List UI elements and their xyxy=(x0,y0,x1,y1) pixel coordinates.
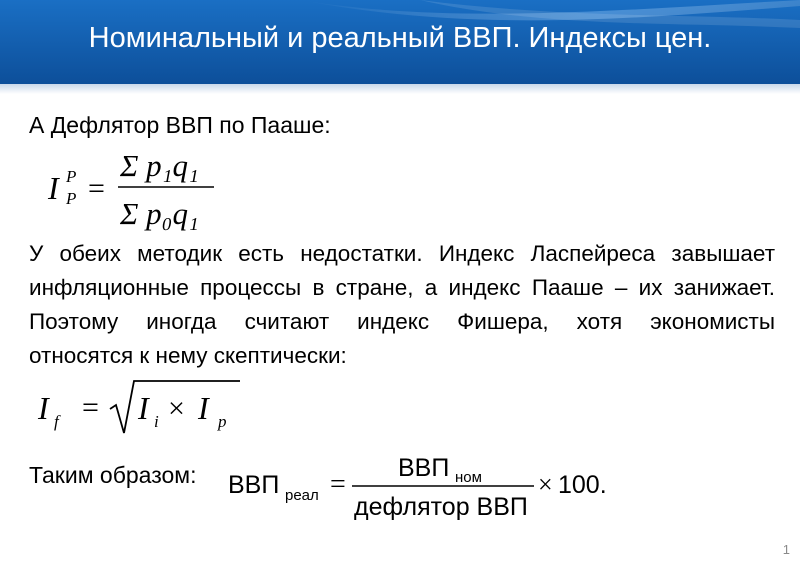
explanation-paragraph xyxy=(29,237,775,373)
fisher-radicand-b-sub: p xyxy=(218,412,227,431)
paasche-lhs-symbol: I xyxy=(48,170,59,206)
paasche-equals: = xyxy=(88,172,105,205)
paasche-lhs-superscript: P xyxy=(66,167,77,186)
page-title: Номинальный и реальный ВВП. Индексы цен. xyxy=(88,22,712,54)
gdp-numerator: ВВП xyxy=(398,454,450,482)
title-bar-shadow xyxy=(0,84,800,94)
gdp-equals: = xyxy=(330,469,346,500)
paasche-lhs-subscript: P xyxy=(66,189,77,208)
section-label: А Дефлятор ВВП по Пааше: xyxy=(29,112,331,138)
fisher-times: × xyxy=(168,392,185,425)
conclusion-label: Таким образом: xyxy=(29,462,197,488)
paragraph-line: У обеих методик есть недостатки. Индекс Ласпейреса завышает xyxy=(29,241,775,266)
title-bar xyxy=(0,0,800,84)
fisher-equals: = xyxy=(82,391,99,424)
gdp-multiplier: 100. xyxy=(558,471,607,499)
slide-number: 1 xyxy=(782,542,790,557)
gdp-times: × xyxy=(538,470,553,499)
gdp-lhs-subscript: реал xyxy=(285,487,319,504)
gdp-lhs: ВВП xyxy=(228,471,280,499)
paasche-numerator: Σ p₁q₁ xyxy=(120,148,199,183)
gdp-denominator: дефлятор ВВП xyxy=(354,493,528,521)
paragraph-line: относятся к нему скептически: xyxy=(29,343,347,368)
fisher-radicand-b: I xyxy=(198,390,209,426)
fisher-radicand-a: I xyxy=(138,390,149,426)
fisher-lhs-symbol: I xyxy=(38,390,49,426)
gdp-numerator-subscript: ном xyxy=(455,469,482,486)
paragraph-line: инфляционные процессы в стране, а индекс Пааше – их занижает. xyxy=(29,275,775,300)
paasche-denominator: Σ p₀q₁ xyxy=(120,196,199,231)
paragraph-line: Поэтому иногда считают индекс Фишера, хотя экономисты xyxy=(29,309,775,334)
fisher-radicand-a-sub: i xyxy=(154,412,159,431)
fisher-formula xyxy=(30,373,250,443)
fisher-lhs-subscript: f xyxy=(54,412,59,431)
paasche-formula xyxy=(38,146,238,236)
gdp-formula xyxy=(222,446,622,526)
